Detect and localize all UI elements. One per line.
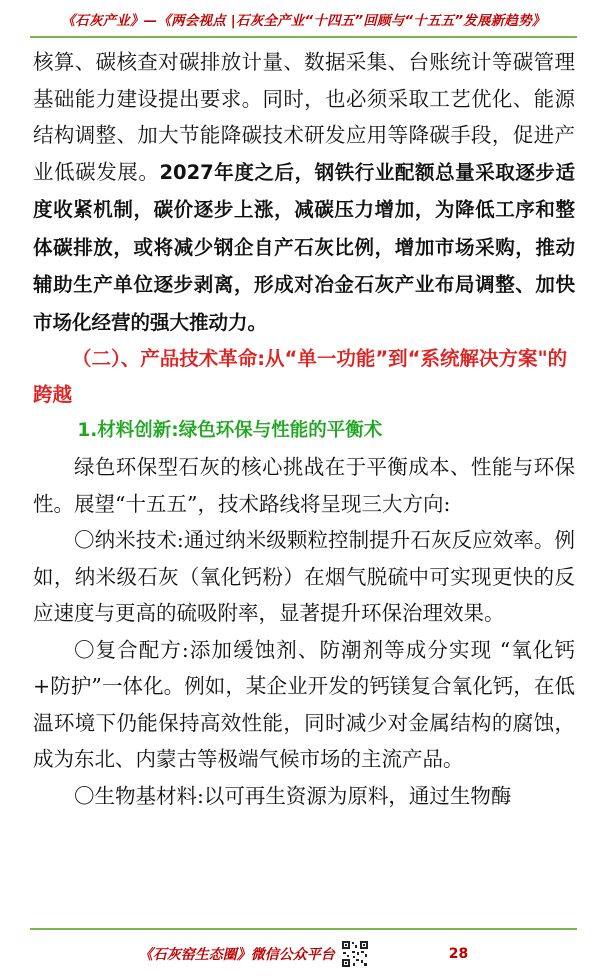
header-divider — [30, 36, 577, 38]
paragraph-green-lime: 绿色环保型石灰的核心挑战在于平衡成本、性能与环保性。展望“十五五”，技术路线将呈现三大方向: — [33, 455, 575, 516]
bold-paragraph-text: 2027年度之后，钢铁行业配额总量采取逐步适度收紧机制，碳价逐步上涨，减碳压力增加，为降低工序和整体碳排放，或将减少钢企自产石灰比例，增加市场采购，推动辅助生产单位逐步剥离，形成对冶金石灰产业布局调整、加快市场化经营的强大推动力。 — [33, 160, 575, 334]
page-footer — [0, 934, 607, 974]
footer-publisher: 《石灰窑生态圈》微信公众平台 — [138, 947, 335, 963]
section-heading: （二）、产品技术革命:从“单一功能”到“系统解决方案"的跨越 — [33, 347, 568, 406]
header-title: 《石灰产业》—《两会视点 |石灰全产业“十四五”回顾与“十五五”发展新趋势》 — [61, 13, 546, 29]
page-number: 28 — [448, 946, 469, 962]
sub-heading: 1.材料创新:绿色环保与性能的平衡术 — [77, 420, 383, 441]
paragraph-nano-tech: 〇纳米技术:通过纳米级颗粒控制提升石灰反应效率。例如，纳米级石灰（氧化钙粉）在烟气脱硫中可实现更快的反应速度与更高的硫吸附率，显著提升环保治理效果。 — [33, 528, 575, 625]
paragraph-carbon-management — [33, 44, 575, 341]
paragraph-bio-materials: 〇生物基材料:以可再生资源为原料，通过生物酶 — [74, 783, 512, 808]
qr-code-icon — [341, 940, 369, 968]
article-body — [33, 44, 575, 814]
paragraph-compound-formula: 〇复合配方:添加缓蚀剂、防潮剂等成分实现 “氧化钙+防护”一体化。例如，某企业开发的钙镁复合氧化钙，在低温环境下仍能保持高效性能，同时减少对金属结构的腐蚀，成为东北、内蒙古等极端气候市场的主流产品。 — [33, 637, 575, 771]
footer-divider — [30, 928, 577, 930]
paragraph-text: 核算、碳核查对碳排放计量、数据采集、台账统计等碳管理基础能力建设提出要求。同时，也必须采取工艺优化、能源结构调整、加大节能降碳技术研发应用等降碳手段，促进产业低碳发展。 — [33, 50, 575, 184]
page-header — [14, 4, 593, 34]
